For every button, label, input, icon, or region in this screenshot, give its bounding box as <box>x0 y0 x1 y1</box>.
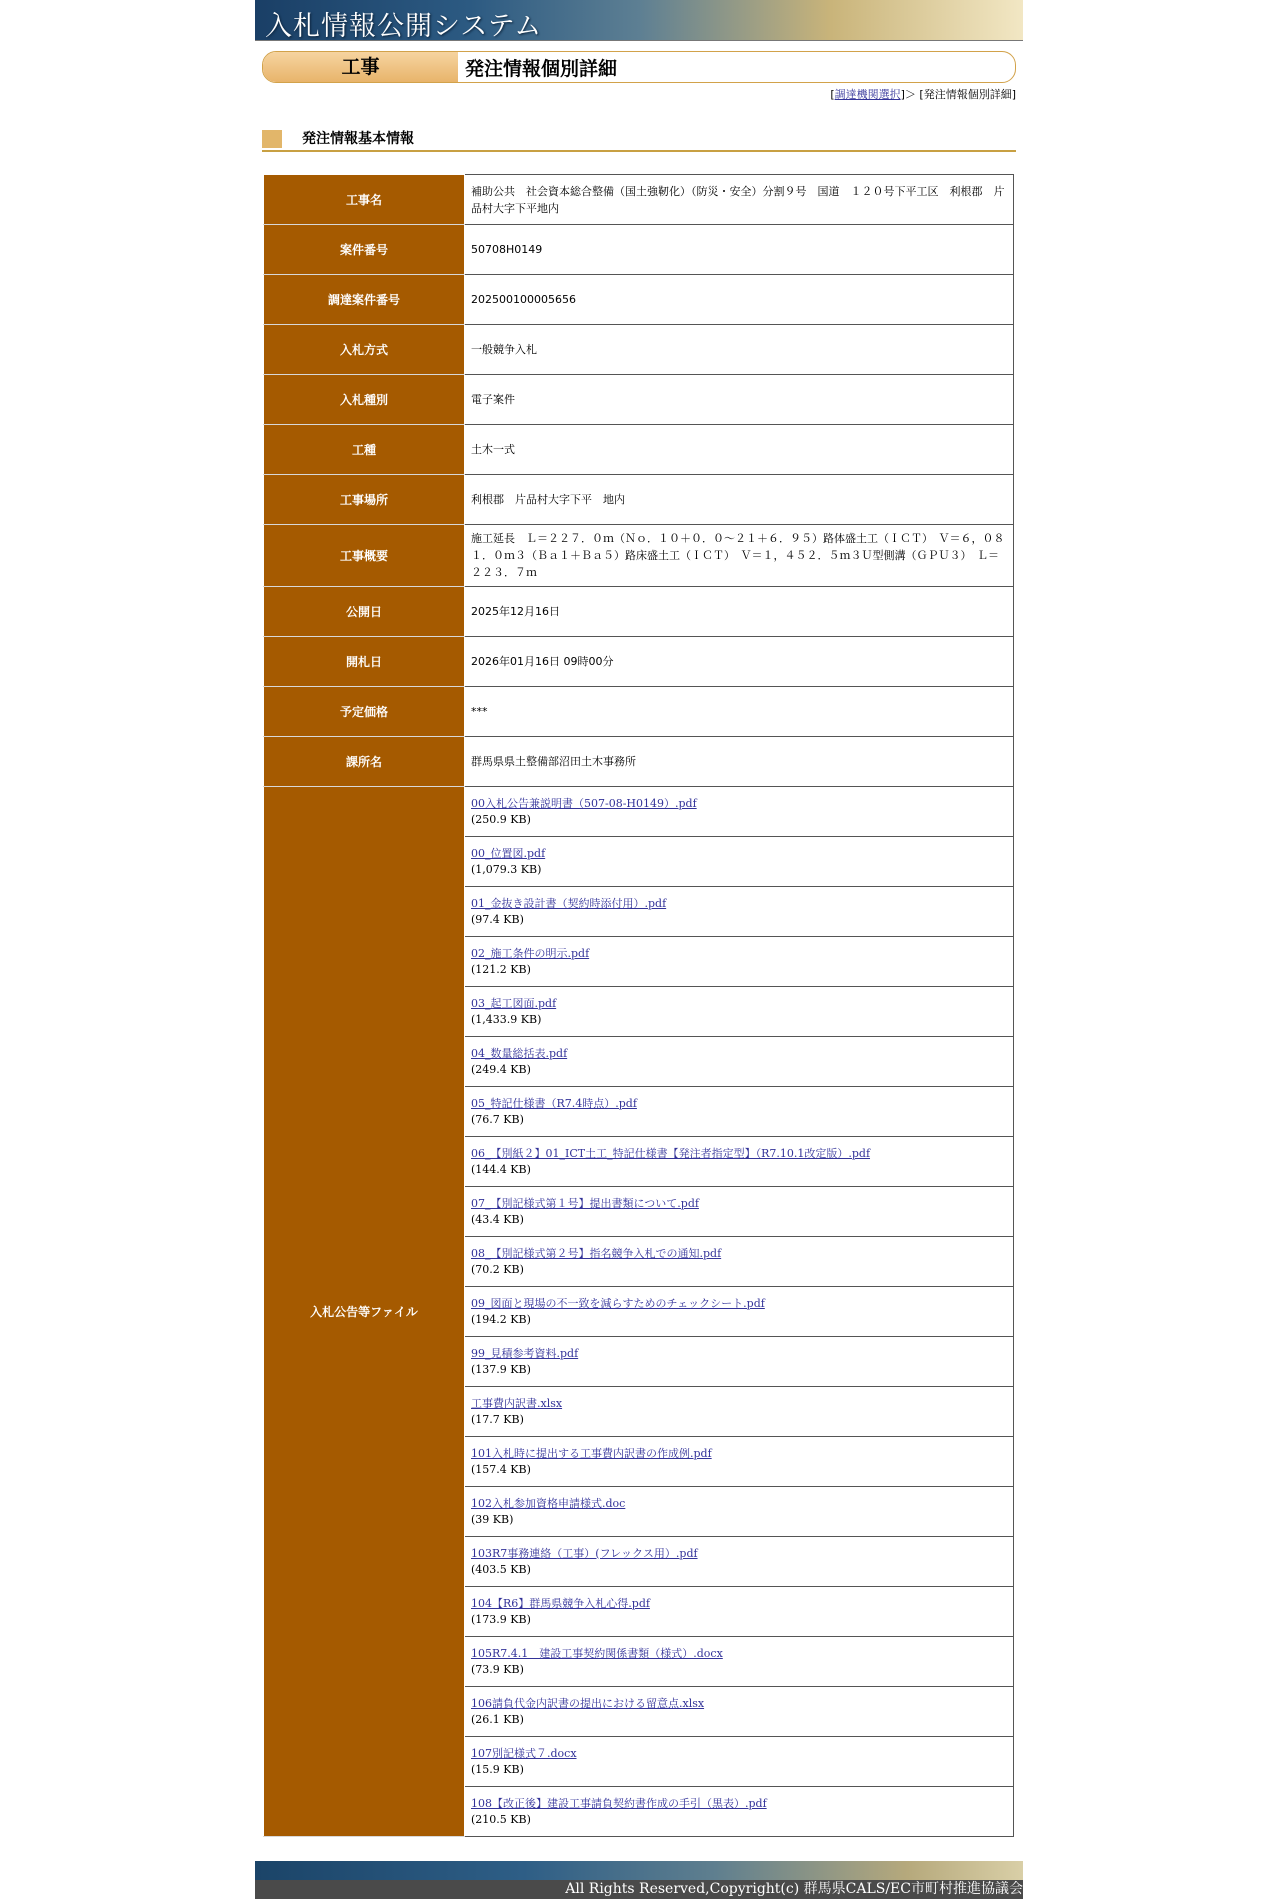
file-size: (15.9 KB) <box>471 1762 524 1776</box>
file-item <box>465 1737 1014 1787</box>
field-value: 一般競争入札 <box>465 325 1014 375</box>
detail-row-case-number <box>264 225 1014 275</box>
detail-row-project-name <box>264 175 1014 225</box>
file-row <box>264 787 1014 837</box>
field-value: 土木一式 <box>465 425 1014 475</box>
detail-row-summary <box>264 525 1014 587</box>
detail-row-planned-price <box>264 687 1014 737</box>
file-item <box>465 837 1014 887</box>
file-link[interactable]: 105R7.4.1 建設工事契約関係書類（様式）.docx <box>471 1646 723 1660</box>
file-item <box>465 1637 1014 1687</box>
field-label: 工種 <box>264 425 465 475</box>
file-item <box>465 937 1014 987</box>
file-item <box>465 1387 1014 1437</box>
breadcrumb-close: ] <box>1011 88 1016 101</box>
field-label: 予定価格 <box>264 687 465 737</box>
file-size: (1,079.3 KB) <box>471 862 542 876</box>
field-label: 工事場所 <box>264 475 465 525</box>
field-label: 課所名 <box>264 737 465 787</box>
file-item <box>465 1687 1014 1737</box>
detail-row-opening-date <box>264 637 1014 687</box>
file-size: (210.5 KB) <box>471 1812 531 1826</box>
file-item <box>465 1337 1014 1387</box>
field-value: 202500100005656 <box>465 275 1014 325</box>
file-link[interactable]: 02_施工条件の明示.pdf <box>471 946 590 960</box>
file-item <box>465 1787 1014 1837</box>
detail-row-bid-type <box>264 375 1014 425</box>
detail-row-office <box>264 737 1014 787</box>
file-link[interactable]: 06_【別紙２】01_ICT土工_特記仕様書【発注者指定型】（R7.10.1改定版）.pdf <box>471 1146 871 1160</box>
detail-table <box>263 174 1014 1837</box>
file-size: (76.7 KB) <box>471 1112 524 1126</box>
file-link[interactable]: 09_図面と現場の不一致を減らすためのチェックシート.pdf <box>471 1296 765 1310</box>
file-size: (1,433.9 KB) <box>471 1012 542 1026</box>
file-size: (121.2 KB) <box>471 962 531 976</box>
file-size: (194.2 KB) <box>471 1312 531 1326</box>
field-value: *** <box>465 687 1014 737</box>
file-link[interactable]: 08_【別記様式第２号】指名競争入札での通知.pdf <box>471 1246 722 1260</box>
field-value: 補助公共 社会資本総合整備（国土強靭化）（防災・安全）分割９号 国道 １２０号下平工区 利根郡 片品村大字下平地内 <box>465 175 1014 225</box>
file-size: (70.2 KB) <box>471 1262 524 1276</box>
file-item <box>465 1087 1014 1137</box>
file-size: (173.9 KB) <box>471 1612 531 1626</box>
file-item <box>465 987 1014 1037</box>
field-value: 利根郡 片品村大字下平 地内 <box>465 475 1014 525</box>
file-item <box>465 1437 1014 1487</box>
file-link[interactable]: 99_見積参考資料.pdf <box>471 1346 579 1360</box>
file-size: (403.5 KB) <box>471 1562 531 1576</box>
section-marker-icon <box>262 130 282 148</box>
field-label: 工事概要 <box>264 525 465 587</box>
breadcrumb-current: 発注情報個別詳細 <box>923 88 1012 101</box>
file-link[interactable]: 102入札参加資格申請様式.doc <box>471 1496 626 1510</box>
system-title: 入札情報公開システム <box>265 11 543 42</box>
field-label: 入札方式 <box>264 325 465 375</box>
file-size: (137.9 KB) <box>471 1362 531 1376</box>
field-value: 施工延長 Ｌ＝２２７．０ｍ（Ｎｏ．１０＋０．０～２１＋６．９５）路体盛土工（ＩＣＴ） Ｖ＝６，０８１．０ｍ３（Ｂａ１＋Ｂａ５）路床盛土工（ＩＣＴ） Ｖ＝１，４５２．５ｍ３Ｕ型側溝（ＧＰＵ３） Ｌ＝２２３．７ｍ <box>465 525 1014 587</box>
file-size: (73.9 KB) <box>471 1662 524 1676</box>
file-link[interactable]: 101入札時に提出する工事費内訳書の作成例.pdf <box>471 1446 712 1460</box>
file-link[interactable]: 工事費内訳書.xlsx <box>471 1396 563 1410</box>
file-size: (144.4 KB) <box>471 1162 531 1176</box>
page <box>255 0 1023 1897</box>
detail-row-publish-date <box>264 587 1014 637</box>
file-link[interactable]: 04_数量総括表.pdf <box>471 1046 568 1060</box>
file-item <box>465 787 1014 837</box>
breadcrumb-separator: ]＞ [ <box>900 88 924 101</box>
field-label: 調達案件番号 <box>264 275 465 325</box>
file-size: (26.1 KB) <box>471 1712 524 1726</box>
site-header <box>255 0 1023 41</box>
file-link[interactable]: 108【改正後】建設工事請負契約書作成の手引（黒表）.pdf <box>471 1796 767 1810</box>
breadcrumb <box>255 86 1016 102</box>
page-title: 発注情報個別詳細 <box>465 58 618 80</box>
file-item <box>465 1237 1014 1287</box>
file-link[interactable]: 05_特記仕様書（R7.4時点）.pdf <box>471 1096 637 1110</box>
page-title-bar <box>262 51 1016 83</box>
detail-row-procurement-number <box>264 275 1014 325</box>
field-label: 入札種別 <box>264 375 465 425</box>
file-item <box>465 1287 1014 1337</box>
breadcrumb-link-agency-select[interactable]: 調達機関選択 <box>834 88 901 101</box>
file-size: (97.4 KB) <box>471 912 524 926</box>
section-title: 発注情報基本情報 <box>302 131 414 147</box>
field-value: 群馬県県土整備部沼田土木事務所 <box>465 737 1014 787</box>
field-value: 50708H0149 <box>465 225 1014 275</box>
file-link[interactable]: 104【R6】群馬県競争入札心得.pdf <box>471 1596 650 1610</box>
field-label: 工事名 <box>264 175 465 225</box>
file-size: (17.7 KB) <box>471 1412 524 1426</box>
file-link[interactable]: 107別記様式７.docx <box>471 1746 577 1760</box>
files-label: 入札公告等ファイル <box>264 787 465 1837</box>
file-item <box>465 1037 1014 1087</box>
file-item <box>465 1587 1014 1637</box>
detail-row-work-type <box>264 425 1014 475</box>
file-size: (250.9 KB) <box>471 812 531 826</box>
file-size: (157.4 KB) <box>471 1462 531 1476</box>
section-header <box>262 130 1016 152</box>
file-link[interactable]: 01_金抜き設計書（契約時添付用）.pdf <box>471 896 667 910</box>
file-item <box>465 1187 1014 1237</box>
file-link[interactable]: 03_起工図面.pdf <box>471 996 557 1010</box>
file-link[interactable]: 106請負代金内訳書の提出における留意点.xlsx <box>471 1696 705 1710</box>
file-item <box>465 1487 1014 1537</box>
category-label: 工事 <box>263 52 458 82</box>
file-size: (249.4 KB) <box>471 1062 531 1076</box>
detail-row-bid-method <box>264 325 1014 375</box>
field-value: 2026年01月16日 09時00分 <box>465 637 1014 687</box>
field-value: 電子案件 <box>465 375 1014 425</box>
file-item <box>465 887 1014 937</box>
detail-row-location <box>264 475 1014 525</box>
file-item <box>465 1137 1014 1187</box>
breadcrumb-open: [ <box>830 88 835 101</box>
file-link[interactable]: 00_位置図.pdf <box>471 846 546 860</box>
file-link[interactable]: 07_【別記様式第１号】提出書類について.pdf <box>471 1196 699 1210</box>
field-label: 公開日 <box>264 587 465 637</box>
file-link[interactable]: 103R7事務連絡（工事）(フレックス用）.pdf <box>471 1546 698 1560</box>
field-value: 2025年12月16日 <box>465 587 1014 637</box>
file-item <box>465 1537 1014 1587</box>
site-footer <box>255 1861 1023 1899</box>
file-link[interactable]: 00入札公告兼説明書（507-08-H0149）.pdf <box>471 796 697 810</box>
file-size: (43.4 KB) <box>471 1212 524 1226</box>
file-size: (39 KB) <box>471 1512 514 1526</box>
copyright-text: All Rights Reserved,Copyright(c) 群馬県CALS/EC市町村推進協議会 <box>565 1881 1023 1897</box>
field-label: 開札日 <box>264 637 465 687</box>
field-label: 案件番号 <box>264 225 465 275</box>
